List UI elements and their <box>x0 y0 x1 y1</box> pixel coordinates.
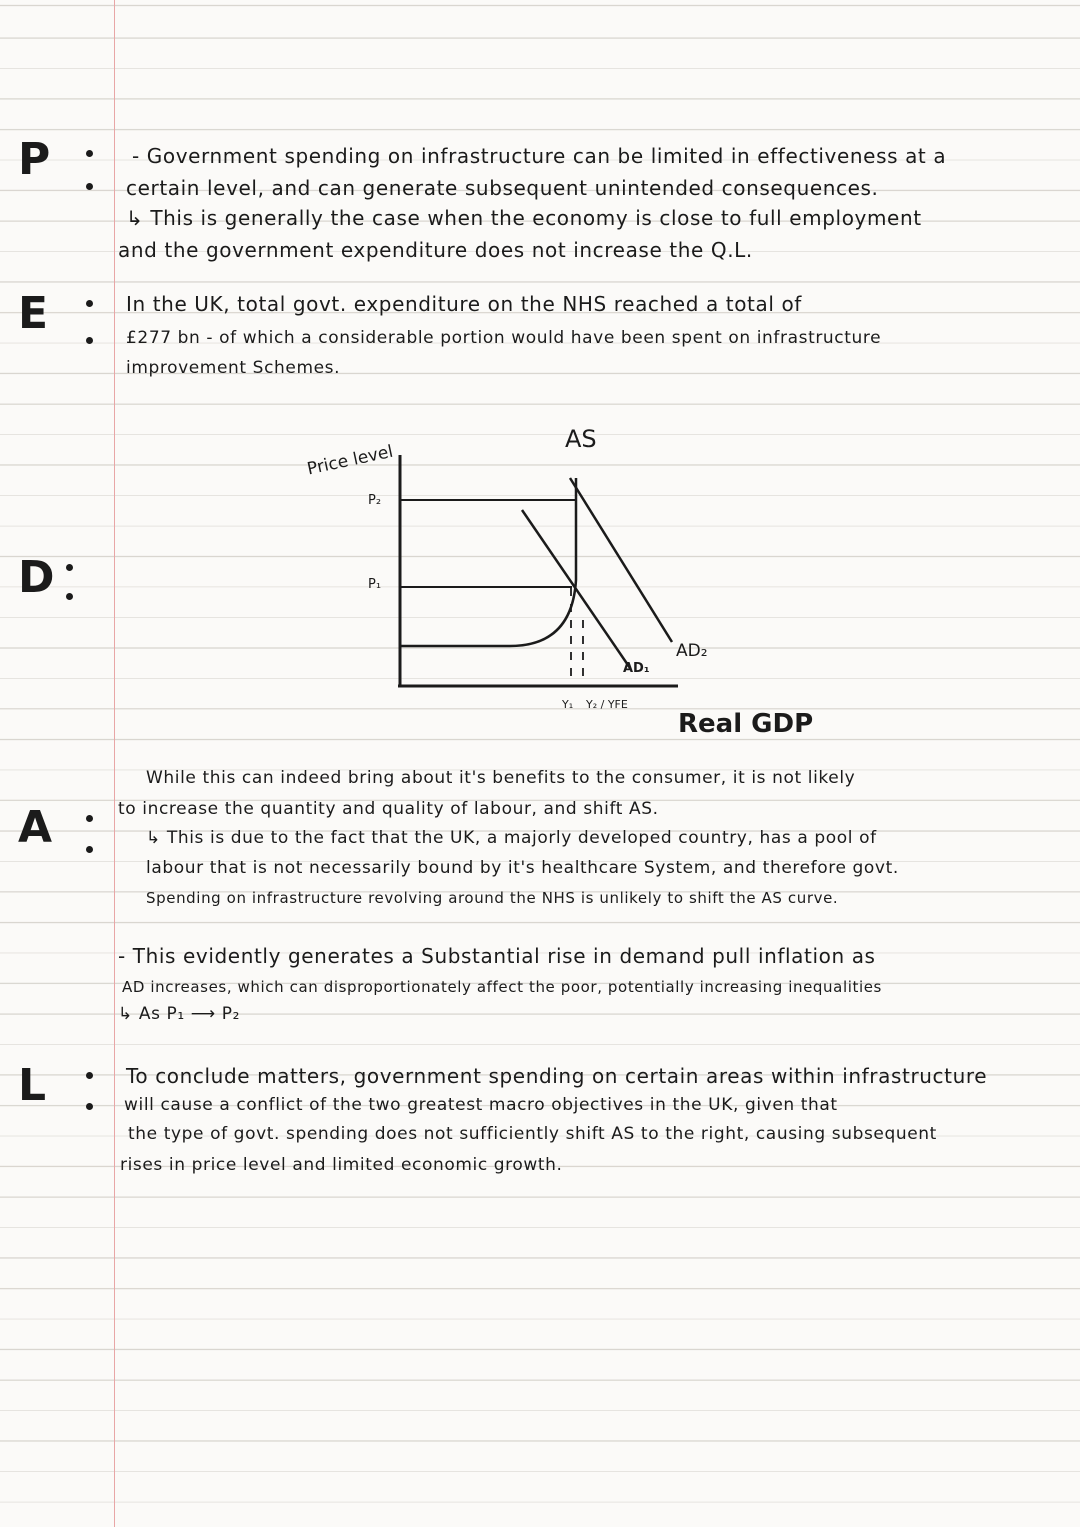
text-line: the type of govt. spending does not sufficiently shift AS to the right, causing subsequent <box>128 1124 937 1144</box>
text-line: ↳ As P₁ ⟶ P₂ <box>118 1004 241 1024</box>
text-line: improvement Schemes. <box>126 358 341 378</box>
text-line: ↳ This is generally the case when the economy is close to full employment <box>126 206 922 230</box>
text-line: ↳ This is due to the fact that the UK, a majorly developed country, has a pool of <box>146 828 877 848</box>
text-line: £277 bn - of which a considerable portion would have been spent on infrastructure <box>126 328 882 348</box>
section-letter-p: P <box>18 134 51 185</box>
p2-tick-label: P₂ <box>368 493 382 508</box>
margin-line <box>114 0 115 1527</box>
ad2-curve <box>570 478 672 642</box>
text-line: and the government expenditure does not increase the Q.L. <box>118 238 753 262</box>
text-line: AD increases, which can disproportionately affect the poor, potentially increasing inequalities <box>122 978 882 996</box>
text-line: Spending on infrastructure revolving around the NHS is unlikely to shift the AS curve. <box>146 889 839 907</box>
colon-dot <box>86 846 93 853</box>
y-axis-label: Price level <box>305 441 395 480</box>
y1-tick-label: Y₁ <box>562 698 574 711</box>
section-letter-a: A <box>18 802 53 853</box>
text-line: In the UK, total govt. expenditure on the NHS reached a total of <box>126 292 802 316</box>
text-line: certain level, and can generate subsequent unintended consequences. <box>126 176 879 200</box>
colon-dot <box>86 1103 93 1110</box>
text-line: To conclude matters, government spending on certain areas within infrastructure <box>126 1064 988 1088</box>
ad2-label: AD₂ <box>676 641 708 661</box>
ad1-label: AD₁ <box>623 661 650 676</box>
text-line: While this can indeed bring about it's benefits to the consumer, it is not likely <box>146 768 856 788</box>
yfe-tick-label: Y₂ / YFE <box>586 698 628 711</box>
section-letter-e: E <box>18 288 49 339</box>
colon-dot <box>86 183 93 190</box>
as-label: AS <box>565 425 597 453</box>
colon-dot <box>86 337 93 344</box>
text-line: to increase the quantity and quality of labour, and shift AS. <box>118 799 659 819</box>
text-line: - Government spending on infrastructure can be limited in effectiveness at a <box>132 144 947 168</box>
colon-dot <box>66 593 73 600</box>
colon-dot <box>86 300 93 307</box>
text-line: will cause a conflict of the two greatest macro objectives in the UK, given that <box>124 1095 838 1115</box>
section-letter-d: D <box>18 552 55 603</box>
colon-dot <box>66 564 73 571</box>
colon-dot <box>86 815 93 822</box>
text-line: labour that is not necessarily bound by it's healthcare System, and therefore govt. <box>146 858 899 878</box>
ad-as-diagram <box>290 420 830 750</box>
text-line: - This evidently generates a Substantial rise in demand pull inflation as <box>118 944 876 968</box>
x-axis-label: Real GDP <box>678 709 814 739</box>
section-letter-l: L <box>18 1060 47 1111</box>
text-line: rises in price level and limited economic growth. <box>120 1155 563 1175</box>
colon-dot <box>86 1072 93 1079</box>
colon-dot <box>86 150 93 157</box>
p1-tick-label: P₁ <box>368 577 382 592</box>
as-curve <box>400 478 576 646</box>
